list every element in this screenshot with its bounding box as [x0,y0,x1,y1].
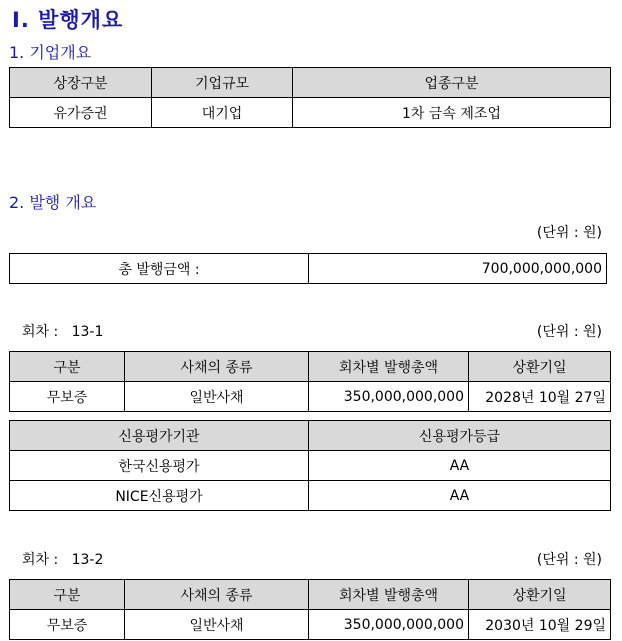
maturity-value: 2030년 10월 29일 [469,610,611,640]
header-category: 구분 [10,580,125,610]
table-row [10,481,611,511]
table-row [10,451,611,481]
header-rating-agency: 신용평가기관 [10,421,309,451]
issue-amount-value: 350,000,000,000 [309,610,469,640]
header-rating-grade: 신용평가등급 [309,421,611,451]
category-value: 무보증 [10,382,125,412]
unit-label: (단위 : 원) [536,324,602,340]
bond-type-value: 일반사채 [125,382,309,412]
header-bond-type: 사채의 종류 [125,580,309,610]
round-number: 13-1 [71,324,104,340]
header-category: 구분 [10,352,125,382]
header-maturity: 상환기일 [469,580,611,610]
round-13-2-table [9,579,611,640]
listing-type-value: 유가증권 [10,98,152,128]
section-title: Ⅰ. 발행개요 [12,8,124,32]
rating-agency: 한국신용평가 [10,451,309,481]
rating-agency: NICE신용평가 [10,481,309,511]
total-amount-label: 총 발행금액 : [10,254,309,284]
unit-label: (단위 : 원) [536,225,602,241]
total-amount-value: 700,000,000,000 [309,254,607,284]
header-company-size: 기업규모 [152,68,293,98]
header-listing-type: 상장구분 [10,68,152,98]
unit-label: (단위 : 원) [536,552,602,568]
total-amount-table [9,253,607,284]
table-header-row [10,421,611,451]
round-label: 회차 : 13-2 [22,552,104,568]
header-bond-type: 사채의 종류 [125,352,309,382]
table-header-row [10,352,611,382]
header-maturity: 상환기일 [469,352,611,382]
table-header-row [10,580,611,610]
header-issue-amount: 회차별 발행총액 [309,352,469,382]
table-row [10,610,611,640]
rating-grade: AA [309,451,611,481]
issue-amount-value: 350,000,000,000 [309,382,469,412]
rating-grade: AA [309,481,611,511]
company-size-value: 대기업 [152,98,293,128]
company-overview-table [9,67,611,128]
bond-type-value: 일반사채 [125,610,309,640]
round-13-1-table [9,351,611,412]
table-row [10,98,611,128]
table-row [10,254,607,284]
company-overview-heading: 1. 기업개요 [9,43,92,62]
category-value: 무보증 [10,610,125,640]
credit-rating-table [9,420,611,511]
header-industry: 업종구분 [293,68,611,98]
header-issue-amount: 회차별 발행총액 [309,580,469,610]
round-label: 회차 : 13-1 [22,324,104,340]
maturity-value: 2028년 10월 27일 [469,382,611,412]
table-header-row [10,68,611,98]
table-row [10,382,611,412]
round-number: 13-2 [71,552,104,568]
industry-value: 1차 금속 제조업 [293,98,611,128]
issuance-overview-heading: 2. 발행 개요 [9,193,97,212]
